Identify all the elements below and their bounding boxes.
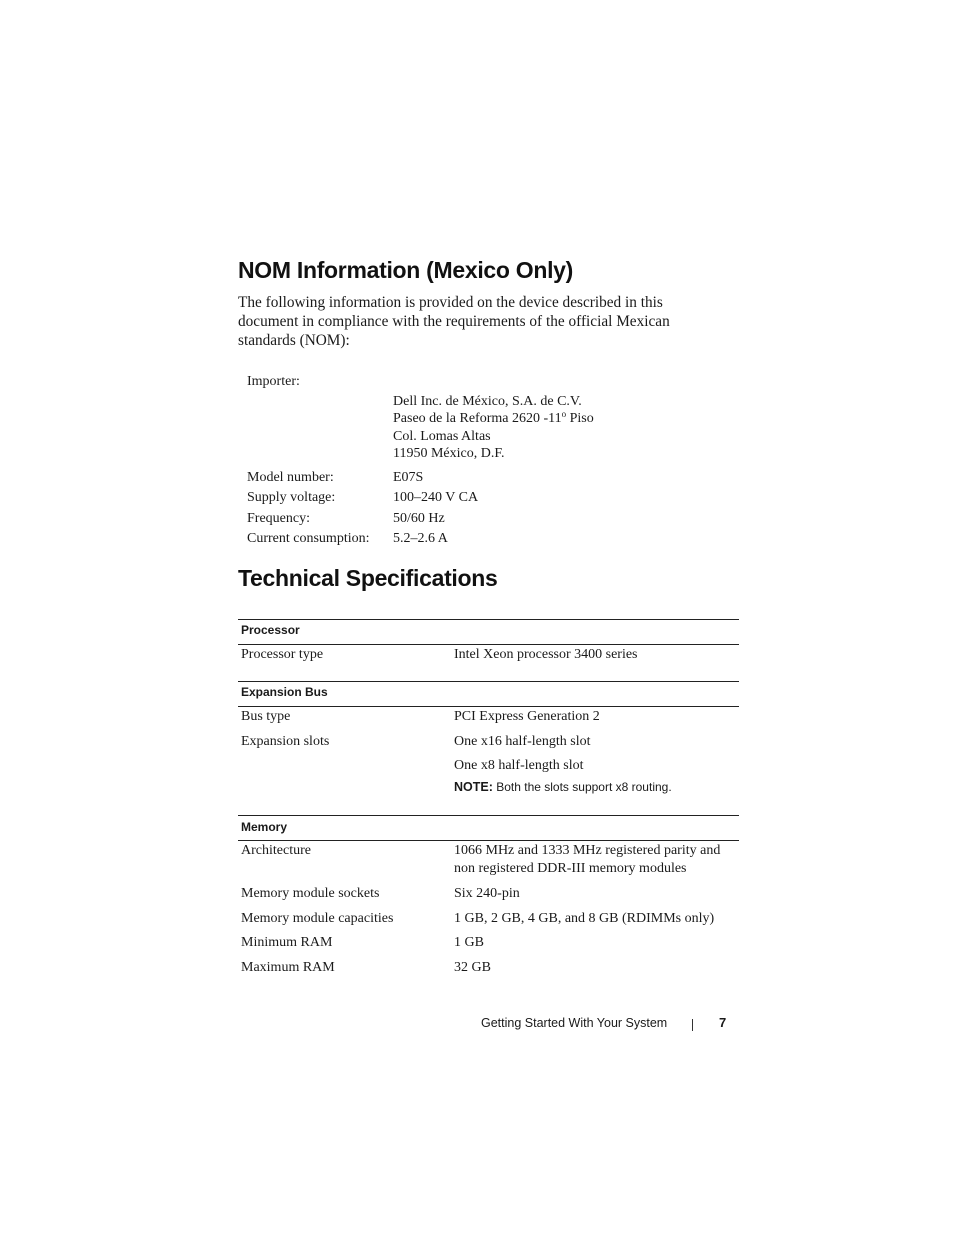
importer-street: Paseo de la Reforma 2620 -11$^o$ Piso — [393, 409, 594, 426]
model-number-value: E07S — [393, 470, 424, 485]
importer-name: Dell Inc. de México, S.A. de C.V. — [393, 394, 582, 409]
processor-heading: Processor — [241, 623, 300, 637]
importer-city: 11950 México, D.F. — [393, 446, 505, 461]
bus-type-label: Bus type — [241, 709, 291, 724]
expansion-slot-x16: One x16 half-length slot — [454, 734, 591, 749]
supply-voltage-value: 100–240 V CA — [393, 490, 479, 505]
maximum-ram-label: Maximum RAM — [241, 960, 335, 975]
frequency-label: Frequency: — [247, 511, 310, 526]
expansion-note — [454, 780, 672, 794]
current-consumption-value: 5.2–2.6 A — [393, 531, 448, 546]
note-text: Both the slots support x8 routing. — [492, 780, 672, 794]
importer-colonia: Col. Lomas Altas — [393, 429, 491, 444]
minimum-ram-label: Minimum RAM — [241, 935, 333, 950]
processor-type-value: Intel Xeon processor 3400 series — [454, 647, 638, 662]
expansion-header-rule — [238, 706, 739, 707]
expansion-top-rule — [238, 681, 739, 682]
expansion-slots-label: Expansion slots — [241, 734, 330, 749]
memory-header-rule — [238, 840, 739, 841]
maximum-ram-value: 32 GB — [454, 960, 491, 975]
expansion-heading: Expansion Bus — [241, 685, 328, 699]
memory-sockets-label: Memory module sockets — [241, 886, 380, 901]
nom-intro-paragraph: The following information is provided on the device described in this document in compliance with the requirements of the official Mexican standards (NOM): — [238, 294, 670, 349]
memory-top-rule — [238, 815, 739, 816]
processor-top-rule — [238, 619, 739, 620]
memory-capacities-value: 1 GB, 2 GB, 4 GB, and 8 GB (RDIMMs only) — [454, 911, 715, 926]
minimum-ram-value: 1 GB — [454, 935, 484, 950]
processor-type-label: Processor type — [241, 647, 324, 662]
footer-document-title: Getting Started With Your System — [481, 1016, 668, 1030]
memory-capacities-label: Memory module capacities — [241, 911, 394, 926]
nom-section-title: NOM Information (Mexico Only) — [238, 257, 574, 283]
memory-sockets-value: Six 240-pin — [454, 886, 520, 901]
current-consumption-label: Current consumption: — [247, 531, 370, 546]
architecture-value: 1066 MHz and 1333 MHz registered parity and non registered DDR-III memory modules — [454, 843, 721, 876]
page-number: 7 — [719, 1015, 727, 1030]
supply-voltage-label: Supply voltage: — [247, 490, 336, 505]
architecture-label: Architecture — [241, 843, 311, 858]
importer-label: Importer: — [247, 374, 300, 389]
expansion-slot-x8: One x8 half-length slot — [454, 758, 584, 773]
footer-separator — [692, 1019, 693, 1031]
memory-heading: Memory — [241, 820, 288, 834]
processor-header-rule — [238, 644, 739, 645]
bus-type-value: PCI Express Generation 2 — [454, 709, 600, 724]
frequency-value: 50/60 Hz — [393, 511, 445, 526]
tech-specs-title: Technical Specifications — [238, 565, 498, 591]
model-number-label: Model number: — [247, 470, 334, 485]
note-label: NOTE: — [454, 780, 493, 794]
